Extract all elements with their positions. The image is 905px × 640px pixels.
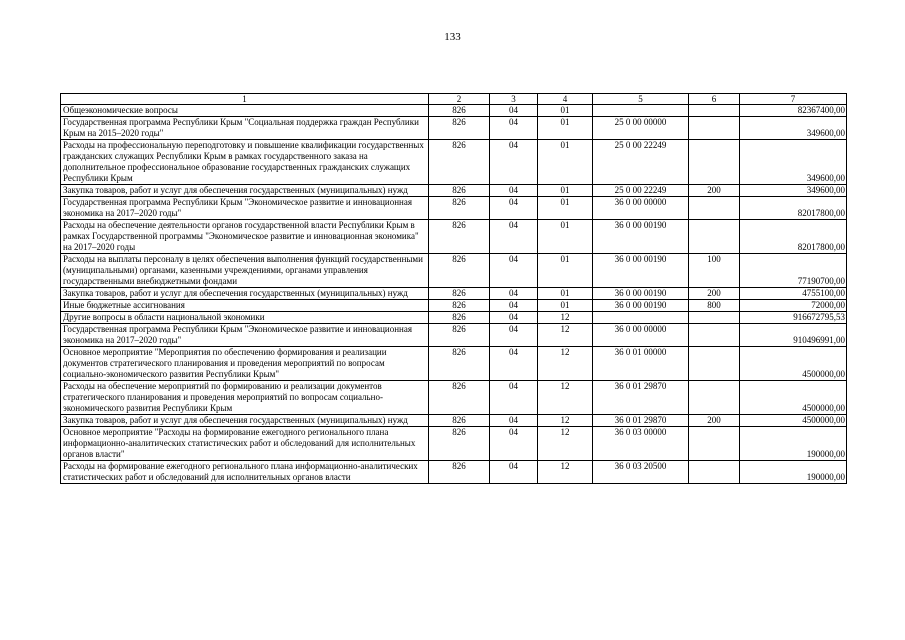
table-row xyxy=(61,197,847,220)
table-row xyxy=(61,288,847,300)
target-article-cell: 36 0 00 00000 xyxy=(593,324,689,347)
amount-cell: 4500000,00 xyxy=(740,381,847,415)
subsection-cell: 12 xyxy=(538,381,593,415)
target-article-cell: 36 0 00 00190 xyxy=(593,254,689,288)
table-row xyxy=(61,140,847,185)
code-cell: 826 xyxy=(429,300,490,312)
row-name: Закупка товаров, работ и услуг для обеспечения государственных (муниципальных) нужд xyxy=(61,185,429,197)
code-cell: 826 xyxy=(429,312,490,324)
target-article-cell: 36 0 03 00000 xyxy=(593,427,689,461)
code-cell: 826 xyxy=(429,427,490,461)
section-cell: 04 xyxy=(490,381,538,415)
target-article-cell: 36 0 00 00190 xyxy=(593,300,689,312)
section-cell: 04 xyxy=(490,197,538,220)
table-row xyxy=(61,254,847,288)
section-cell: 04 xyxy=(490,140,538,185)
row-name: Расходы на обеспечение мероприятий по формированию и реализации документов стратегического планирования и проведения мероприятий по вопросам социально-экономического развития Республики Крым xyxy=(61,381,429,415)
table-row xyxy=(61,324,847,347)
section-cell: 04 xyxy=(490,117,538,140)
expense-type-cell: 200 xyxy=(689,288,740,300)
table-body xyxy=(61,105,847,484)
target-article-cell: 25 0 00 22249 xyxy=(593,185,689,197)
target-article-cell: 25 0 00 22249 xyxy=(593,140,689,185)
subsection-cell: 12 xyxy=(538,461,593,484)
row-name: Основное мероприятие "Мероприятия по обеспечению формирования и реализации документов стратегического планирования и проведения мероприятий по вопросам социально-экономического развития Республики Крым" xyxy=(61,347,429,381)
amount-cell: 72000,00 xyxy=(740,300,847,312)
expense-type-cell xyxy=(689,117,740,140)
column-header: 3 xyxy=(490,94,538,105)
subsection-cell: 01 xyxy=(538,220,593,254)
code-cell: 826 xyxy=(429,220,490,254)
table-row xyxy=(61,381,847,415)
amount-cell: 4500000,00 xyxy=(740,347,847,381)
expense-type-cell xyxy=(689,105,740,117)
column-header: 5 xyxy=(593,94,689,105)
subsection-cell: 12 xyxy=(538,415,593,427)
row-name: Основное мероприятие "Расходы на формирование ежегодного регионального плана информационно-аналитических статистических работ и обследований для исполнительных органов власти" xyxy=(61,427,429,461)
expense-type-cell xyxy=(689,140,740,185)
row-name: Закупка товаров, работ и услуг для обеспечения государственных (муниципальных) нужд xyxy=(61,288,429,300)
code-cell: 826 xyxy=(429,288,490,300)
subsection-cell: 01 xyxy=(538,140,593,185)
row-name: Иные бюджетные ассигнования xyxy=(61,300,429,312)
subsection-cell: 01 xyxy=(538,197,593,220)
amount-cell: 349600,00 xyxy=(740,185,847,197)
subsection-cell: 01 xyxy=(538,117,593,140)
expense-type-cell: 200 xyxy=(689,185,740,197)
amount-cell: 349600,00 xyxy=(740,117,847,140)
target-article-cell: 36 0 03 20500 xyxy=(593,461,689,484)
row-name: Другие вопросы в области национальной экономики xyxy=(61,312,429,324)
subsection-cell: 01 xyxy=(538,300,593,312)
code-cell: 826 xyxy=(429,105,490,117)
amount-cell: 916672795,53 xyxy=(740,312,847,324)
section-cell: 04 xyxy=(490,347,538,381)
row-name: Государственная программа Республики Крым "Экономическое развитие и инновационная экономика на 2017–2020 годы" xyxy=(61,197,429,220)
subsection-cell: 12 xyxy=(538,312,593,324)
amount-cell: 82017800,00 xyxy=(740,197,847,220)
target-article-cell xyxy=(593,105,689,117)
expense-type-cell: 100 xyxy=(689,254,740,288)
amount-cell: 4500000,00 xyxy=(740,415,847,427)
section-cell: 04 xyxy=(490,105,538,117)
code-cell: 826 xyxy=(429,381,490,415)
code-cell: 826 xyxy=(429,415,490,427)
column-header: 6 xyxy=(689,94,740,105)
section-cell: 04 xyxy=(490,415,538,427)
section-cell: 04 xyxy=(490,300,538,312)
code-cell: 826 xyxy=(429,254,490,288)
row-name: Расходы на профессиональную переподготовку и повышение квалификации государственных гражданских служащих Республики Крым в рамках государственного заказа на дополнительное профессиональное образование государственных гражданских служащих Республики Крым xyxy=(61,140,429,185)
amount-cell: 349600,00 xyxy=(740,140,847,185)
section-cell: 04 xyxy=(490,220,538,254)
expense-type-cell xyxy=(689,220,740,254)
amount-cell: 910496991,00 xyxy=(740,324,847,347)
target-article-cell: 36 0 00 00190 xyxy=(593,220,689,254)
subsection-cell: 01 xyxy=(538,254,593,288)
expense-type-cell xyxy=(689,347,740,381)
subsection-cell: 01 xyxy=(538,288,593,300)
expense-type-cell xyxy=(689,461,740,484)
subsection-cell: 01 xyxy=(538,185,593,197)
target-article-cell xyxy=(593,312,689,324)
section-cell: 04 xyxy=(490,461,538,484)
table-row xyxy=(61,347,847,381)
subsection-cell: 12 xyxy=(538,427,593,461)
section-cell: 04 xyxy=(490,185,538,197)
target-article-cell: 36 0 00 00000 xyxy=(593,197,689,220)
expense-type-cell xyxy=(689,427,740,461)
amount-cell: 190000,00 xyxy=(740,427,847,461)
column-header: 2 xyxy=(429,94,490,105)
column-header: 7 xyxy=(740,94,847,105)
target-article-cell: 36 0 01 29870 xyxy=(593,415,689,427)
row-name: Общеэкономические вопросы xyxy=(61,105,429,117)
code-cell: 826 xyxy=(429,117,490,140)
table-row xyxy=(61,427,847,461)
table-header-row xyxy=(61,94,847,105)
budget-table xyxy=(60,93,847,484)
code-cell: 826 xyxy=(429,140,490,185)
table-row xyxy=(61,105,847,117)
row-name: Расходы на формирование ежегодного регионального плана информационно-аналитических статистических работ и обследований для исполнительных органов власти xyxy=(61,461,429,484)
amount-cell: 190000,00 xyxy=(740,461,847,484)
column-header: 1 xyxy=(61,94,429,105)
code-cell: 826 xyxy=(429,461,490,484)
subsection-cell: 01 xyxy=(538,105,593,117)
row-name: Расходы на обеспечение деятельности органов государственной власти Республики Крым в рамках Государственной программы "Экономическое развитие и инновационная экономика" на 2017–2020 годы xyxy=(61,220,429,254)
row-name: Закупка товаров, работ и услуг для обеспечения государственных (муниципальных) нужд xyxy=(61,415,429,427)
target-article-cell: 36 0 01 00000 xyxy=(593,347,689,381)
subsection-cell: 12 xyxy=(538,324,593,347)
table-row xyxy=(61,117,847,140)
expense-type-cell xyxy=(689,381,740,415)
row-name: Расходы на выплаты персоналу в целях обеспечения выполнения функций государственными (муниципальными) органами, казенными учреждениями, органами управления государственными внебюджетными фондами xyxy=(61,254,429,288)
target-article-cell: 36 0 01 29870 xyxy=(593,381,689,415)
expense-type-cell xyxy=(689,312,740,324)
amount-cell: 77190700,00 xyxy=(740,254,847,288)
page-number: 133 xyxy=(444,31,461,43)
code-cell: 826 xyxy=(429,347,490,381)
section-cell: 04 xyxy=(490,312,538,324)
section-cell: 04 xyxy=(490,324,538,347)
subsection-cell: 12 xyxy=(538,347,593,381)
row-name: Государственная программа Республики Крым "Социальная поддержка граждан Республики Крым на 2015–2020 годы" xyxy=(61,117,429,140)
row-name: Государственная программа Республики Крым "Экономическое развитие и инновационная экономика на 2017–2020 годы" xyxy=(61,324,429,347)
amount-cell: 82367400,00 xyxy=(740,105,847,117)
expense-type-cell: 800 xyxy=(689,300,740,312)
table-row xyxy=(61,185,847,197)
expense-type-cell: 200 xyxy=(689,415,740,427)
section-cell: 04 xyxy=(490,427,538,461)
expense-type-cell xyxy=(689,197,740,220)
table-row xyxy=(61,220,847,254)
amount-cell: 82017800,00 xyxy=(740,220,847,254)
column-header: 4 xyxy=(538,94,593,105)
table-row xyxy=(61,312,847,324)
code-cell: 826 xyxy=(429,185,490,197)
section-cell: 04 xyxy=(490,288,538,300)
table-row xyxy=(61,461,847,484)
code-cell: 826 xyxy=(429,324,490,347)
table-row xyxy=(61,415,847,427)
amount-cell: 4755100,00 xyxy=(740,288,847,300)
code-cell: 826 xyxy=(429,197,490,220)
target-article-cell: 36 0 00 00190 xyxy=(593,288,689,300)
section-cell: 04 xyxy=(490,254,538,288)
expense-type-cell xyxy=(689,324,740,347)
target-article-cell: 25 0 00 00000 xyxy=(593,117,689,140)
table-row xyxy=(61,300,847,312)
